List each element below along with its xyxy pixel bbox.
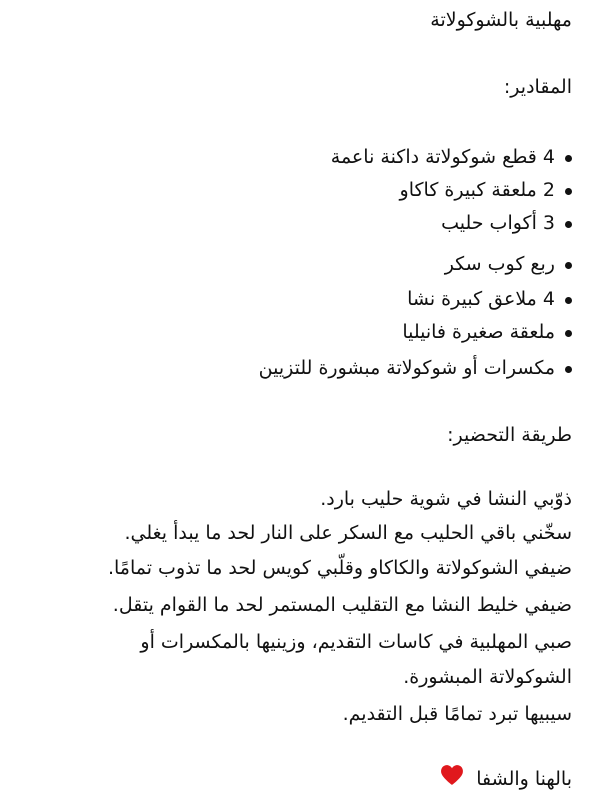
bullet-icon bbox=[565, 330, 572, 337]
ingredients-heading: المقادير: bbox=[503, 76, 572, 98]
method-line: سخّني باقي الحليب مع السكر على النار لحد ما يبدأ يغلي. bbox=[124, 522, 572, 544]
ingredient-text: 2 ملعقة كبيرة كاكاو bbox=[399, 179, 555, 201]
ingredient-text: 4 ملاعق كبيرة نشا bbox=[407, 288, 555, 310]
bullet-icon bbox=[565, 221, 572, 228]
ingredient-item bbox=[14, 317, 572, 347]
ingredient-item bbox=[14, 353, 572, 383]
ingredient-item bbox=[14, 249, 572, 279]
bullet-icon bbox=[565, 188, 572, 195]
method-heading: طريقة التحضير: bbox=[447, 424, 572, 446]
ingredient-text: ملعقة صغيرة فانيليا bbox=[402, 321, 555, 343]
method-line: ضيفي الشوكولاتة والكاكاو وقلّبي كويس لحد ما تذوب تمامًا. bbox=[107, 557, 572, 579]
method-line: سيبيها تبرد تمامًا قبل التقديم. bbox=[342, 703, 572, 725]
ingredient-item bbox=[14, 175, 572, 205]
bullet-icon bbox=[565, 155, 572, 162]
closing-line bbox=[14, 764, 572, 794]
ingredient-item bbox=[14, 284, 572, 314]
ingredient-text: مكسرات أو شوكولاتة مبشورة للتزيين bbox=[258, 357, 555, 379]
ingredient-text: 3 أكواب حليب bbox=[441, 212, 555, 234]
method-line: ذوّبي النشا في شوية حليب بارد. bbox=[320, 488, 572, 510]
heart-icon bbox=[440, 764, 464, 795]
closing-text: بالهنا والشفا bbox=[476, 768, 572, 790]
ingredient-item bbox=[14, 208, 572, 238]
method-line: صبي المهلبية في كاسات التقديم، وزينيها بالمكسرات أو bbox=[140, 631, 572, 653]
ingredient-text: 4 قطع شوكولاتة داكنة ناعمة bbox=[330, 146, 555, 168]
method-line: الشوكولاتة المبشورة. bbox=[403, 666, 572, 688]
bullet-icon bbox=[565, 262, 572, 269]
recipe-title: مهلبية بالشوكولاتة bbox=[430, 9, 572, 31]
method-line: ضيفي خليط النشا مع التقليب المستمر لحد ما القوام يتقل. bbox=[112, 594, 572, 616]
ingredient-text: ربع كوب سكر bbox=[444, 253, 555, 275]
bullet-icon bbox=[565, 366, 572, 373]
bullet-icon bbox=[565, 297, 572, 304]
ingredient-item bbox=[14, 142, 572, 172]
